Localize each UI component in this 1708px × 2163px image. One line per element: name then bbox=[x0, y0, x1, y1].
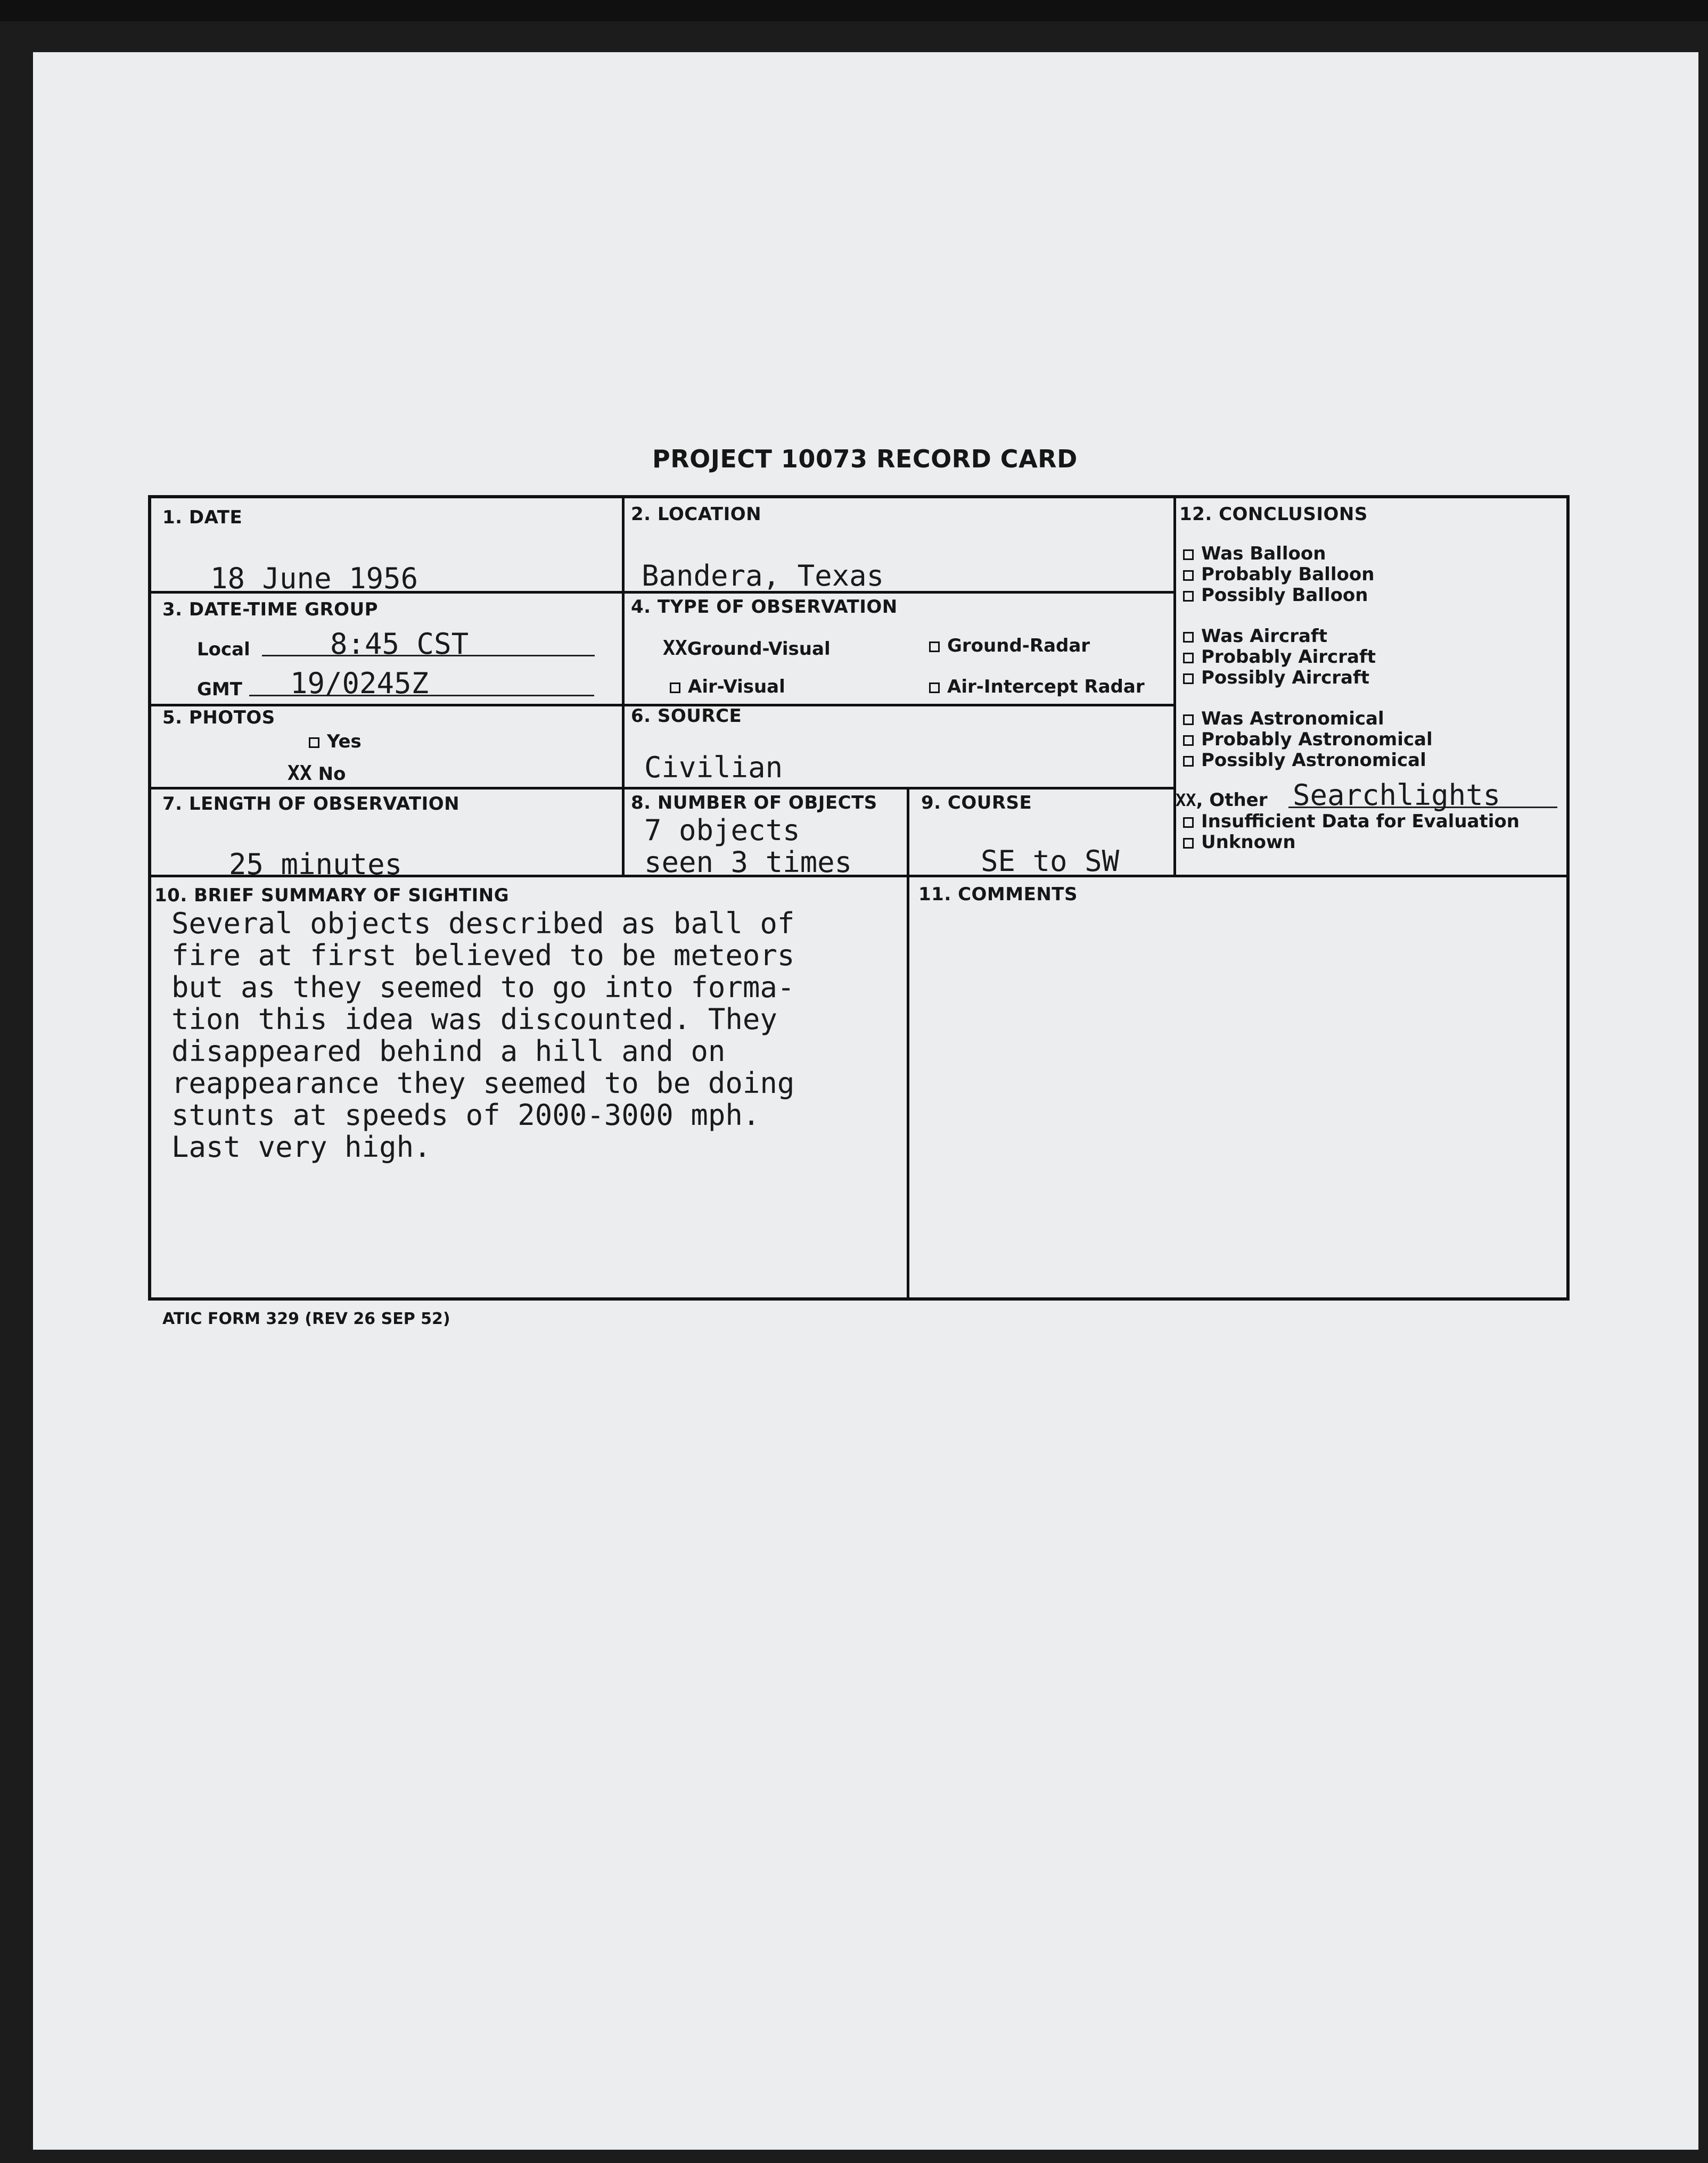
summary-label: 10. BRIEF SUMMARY OF SIGHTING bbox=[154, 885, 510, 906]
photos-label: 5. PHOTOS bbox=[162, 707, 275, 728]
checkbox-icon bbox=[1183, 632, 1194, 643]
conclusion-text: Was Balloon bbox=[1201, 543, 1326, 564]
checkbox-icon bbox=[1183, 591, 1194, 602]
ground-radar-option bbox=[929, 635, 1090, 656]
conclusion-option bbox=[1183, 564, 1374, 585]
summary-line: reappearance they seemed to be doing bbox=[171, 1066, 795, 1100]
date-value: 18 June 1956 bbox=[210, 562, 418, 595]
checkbox-icon bbox=[670, 682, 680, 693]
conclusion-option bbox=[1183, 750, 1426, 771]
summary-line: stunts at speeds of 2000-3000 mph. bbox=[171, 1098, 760, 1132]
gmt-label: GMT bbox=[197, 679, 242, 700]
checked-mark: XX bbox=[663, 636, 687, 660]
ground-visual-text: Ground-Visual bbox=[687, 638, 831, 660]
conclusion-option bbox=[1183, 626, 1327, 647]
air-visual-option bbox=[670, 676, 785, 697]
checkbox-icon bbox=[1183, 653, 1194, 663]
number-of-objects-line2: seen 3 times bbox=[644, 845, 852, 879]
conclusion-option bbox=[1183, 646, 1376, 668]
source-label: 6. SOURCE bbox=[631, 705, 742, 727]
summary-line: Several objects described as ball of bbox=[171, 907, 795, 940]
conclusion-option bbox=[1183, 729, 1433, 750]
comments-label: 11. COMMENTS bbox=[918, 884, 1078, 905]
conclusion-option bbox=[1183, 832, 1296, 853]
checked-mark: XX bbox=[288, 761, 312, 785]
conclusion-option bbox=[1183, 543, 1326, 564]
checkbox-icon bbox=[929, 682, 940, 693]
checkbox-icon bbox=[1183, 570, 1194, 581]
summary-line: disappeared behind a hill and on bbox=[171, 1034, 726, 1068]
checkbox-icon bbox=[309, 737, 319, 748]
checkbox-icon bbox=[1183, 838, 1194, 849]
photos-yes-option bbox=[309, 731, 362, 752]
checkbox-icon bbox=[1183, 735, 1194, 746]
course-value: SE to SW bbox=[981, 844, 1120, 878]
conclusion-text: Was Aircraft bbox=[1201, 626, 1327, 647]
length-label: 7. LENGTH OF OBSERVATION bbox=[162, 793, 460, 815]
conclusion-option bbox=[1183, 585, 1368, 606]
summary-text bbox=[171, 908, 917, 1163]
conclusion-text: Probably Aircraft bbox=[1201, 646, 1376, 668]
row-divider-3 bbox=[151, 787, 1173, 789]
checkbox-icon bbox=[1183, 714, 1194, 725]
photos-no-option bbox=[288, 761, 346, 785]
length-value: 25 minutes bbox=[229, 848, 403, 881]
summary-line: but as they seemed to go into forma- bbox=[171, 971, 795, 1004]
type-of-observation-label: 4. TYPE OF OBSERVATION bbox=[631, 596, 898, 618]
col-divider-1 bbox=[622, 498, 625, 877]
form-title: PROJECT 10073 RECORD CARD bbox=[652, 445, 1078, 473]
conclusions-label: 12. CONCLUSIONS bbox=[1179, 504, 1368, 525]
col-divider-2 bbox=[1173, 498, 1176, 877]
checked-mark: XX bbox=[1176, 790, 1196, 810]
conclusion-text: Was Astronomical bbox=[1201, 708, 1384, 729]
conclusion-other-label: Other bbox=[1209, 789, 1268, 811]
checkbox-icon bbox=[929, 642, 940, 652]
summary-line: Last very high. bbox=[171, 1130, 431, 1164]
conclusion-text: Insufficient Data for Evaluation bbox=[1201, 811, 1520, 832]
location-label: 2. LOCATION bbox=[631, 504, 762, 525]
form-footer: ATIC FORM 329 (REV 26 SEP 52) bbox=[162, 1310, 450, 1328]
checkbox-icon bbox=[1183, 756, 1194, 767]
local-time-value: 8:45 CST bbox=[330, 627, 469, 661]
number-of-objects-line1: 7 objects bbox=[644, 813, 800, 847]
conclusion-text: Probably Astronomical bbox=[1201, 729, 1433, 750]
number-of-objects-label: 8. NUMBER OF OBJECTS bbox=[631, 792, 877, 813]
checkbox-icon bbox=[1183, 549, 1194, 560]
conclusion-option bbox=[1183, 811, 1520, 832]
summary-line: tion this idea was discounted. They bbox=[171, 1002, 777, 1036]
conclusion-other-value: Searchlights bbox=[1293, 778, 1501, 812]
conclusion-text: Possibly Balloon bbox=[1201, 585, 1368, 606]
air-intercept-radar-text: Air-Intercept Radar bbox=[947, 676, 1145, 697]
conclusion-option bbox=[1183, 708, 1384, 729]
conclusion-text: Possibly Astronomical bbox=[1201, 750, 1426, 771]
air-visual-text: Air-Visual bbox=[688, 676, 785, 697]
photos-no-text: No bbox=[318, 763, 346, 785]
date-time-group-label: 3. DATE-TIME GROUP bbox=[162, 599, 379, 620]
date-label: 1. DATE bbox=[162, 507, 243, 528]
location-value: Bandera, Texas bbox=[642, 559, 884, 593]
conclusion-option bbox=[1183, 667, 1369, 688]
ground-radar-text: Ground-Radar bbox=[947, 635, 1090, 656]
checkbox-icon bbox=[1183, 673, 1194, 684]
conclusion-text: Unknown bbox=[1201, 832, 1296, 853]
conclusion-text: Possibly Aircraft bbox=[1201, 667, 1370, 688]
local-label: Local bbox=[197, 639, 250, 660]
summary-line: fire at first believed to be meteors bbox=[171, 939, 795, 972]
conclusion-other-option: XX, Other bbox=[1176, 789, 1268, 811]
ground-visual-option bbox=[663, 636, 831, 660]
course-label: 9. COURSE bbox=[921, 792, 1032, 813]
gmt-value: 19/0245Z bbox=[290, 667, 429, 700]
source-value: Civilian bbox=[644, 751, 783, 784]
checkbox-icon bbox=[1183, 817, 1194, 828]
conclusion-text: Probably Balloon bbox=[1201, 564, 1375, 585]
photos-yes-text: Yes bbox=[327, 731, 362, 752]
air-intercept-radar-option bbox=[929, 676, 1145, 697]
scan-top-edge bbox=[0, 0, 1708, 21]
